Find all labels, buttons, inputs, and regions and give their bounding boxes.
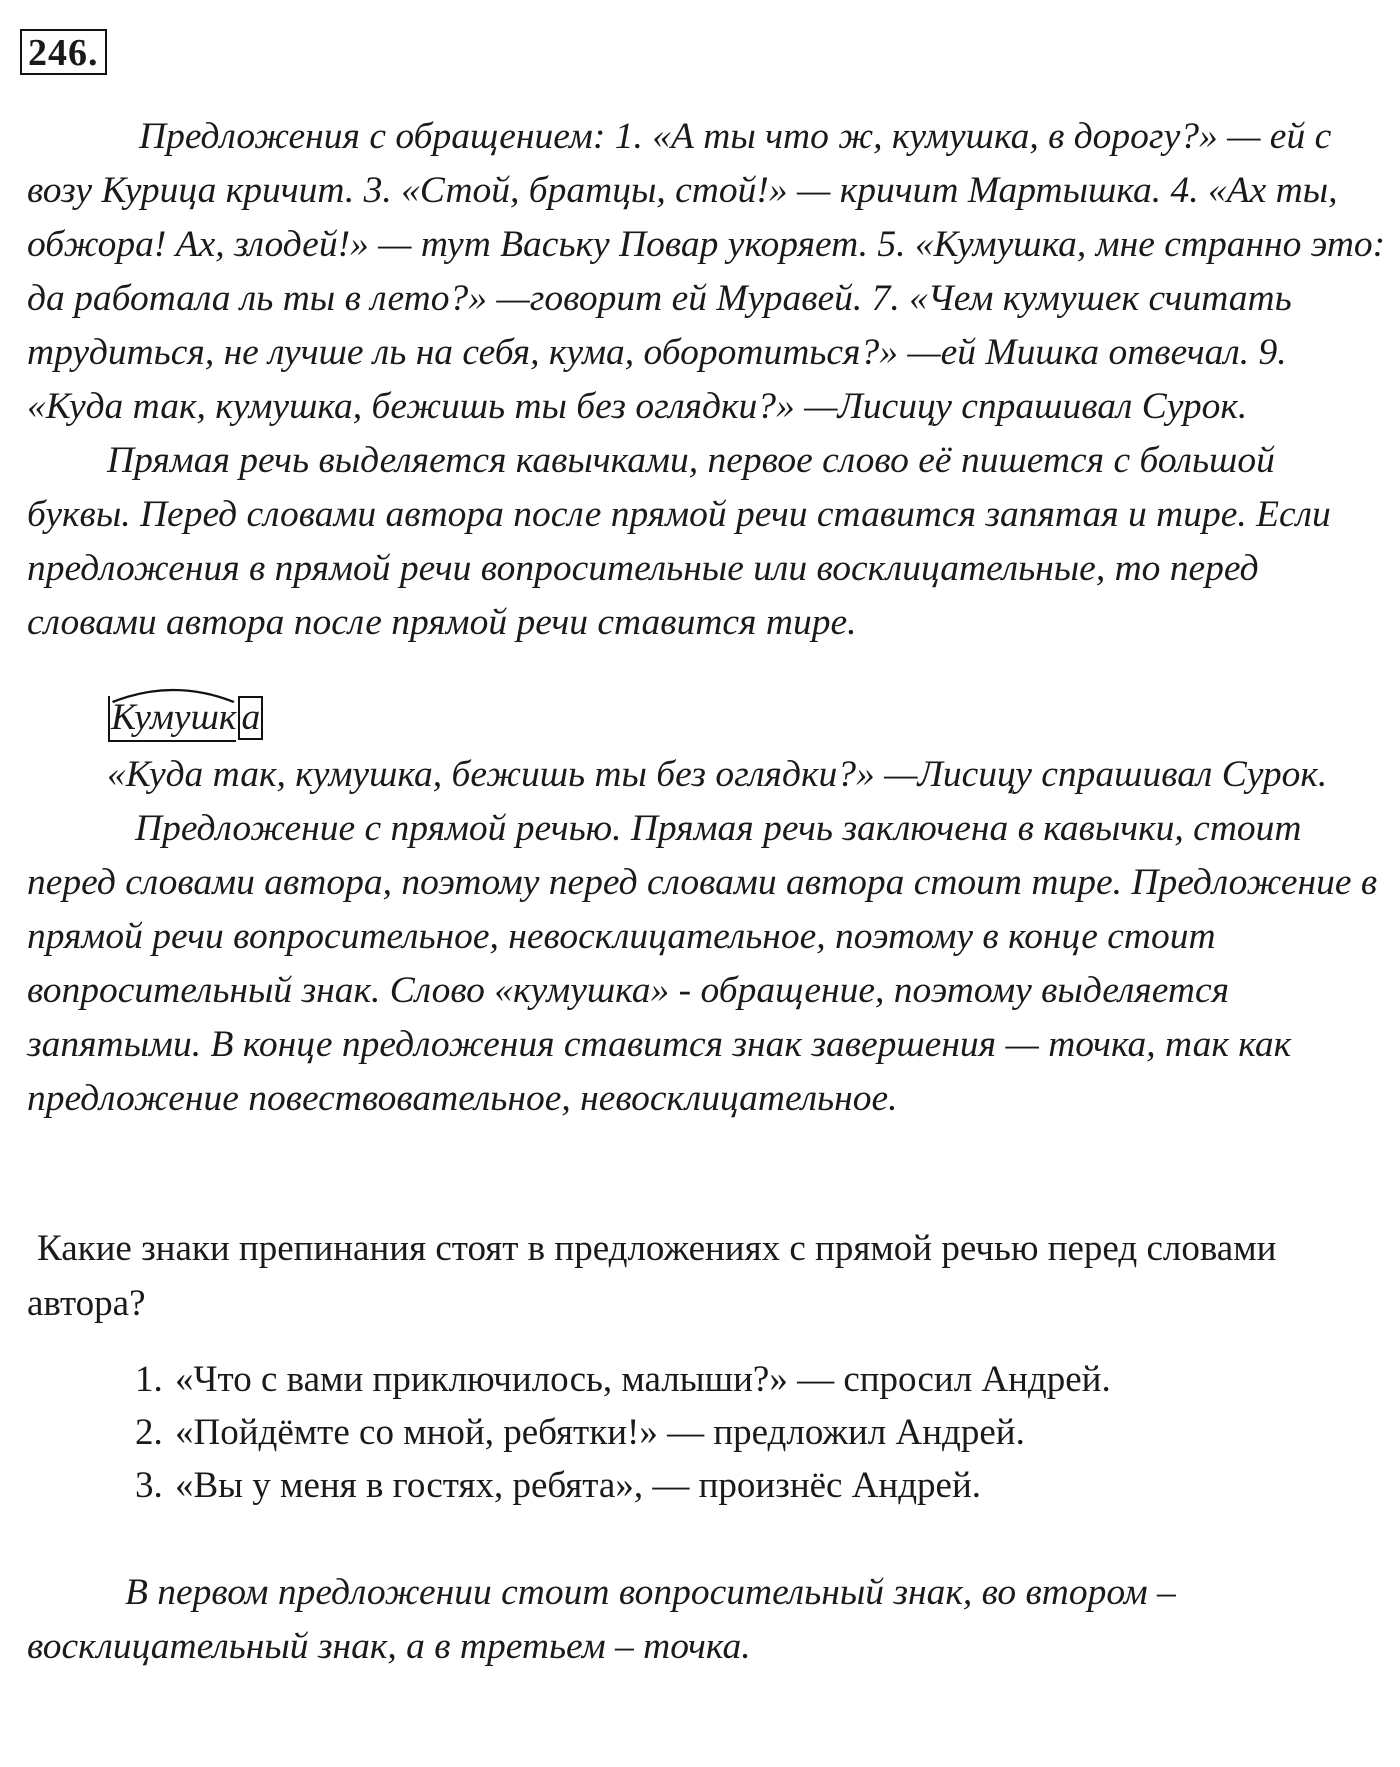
list-item [135, 1353, 1111, 1406]
word-stem [108, 696, 236, 742]
question-text: Какие знаки препинания стоят в предложениях с прямой речью перед словами автора? [27, 1228, 1277, 1324]
list-item-number: 1. [135, 1359, 163, 1400]
examples-list [135, 1353, 1111, 1512]
list-item [135, 1406, 1111, 1459]
answer-block-one [27, 110, 1387, 650]
list-item-text: «Что с вами приключилось, малыши?» — спросил Андрей. [175, 1359, 1111, 1400]
exercise-number: 246. [20, 29, 107, 75]
paragraph-quoted-sentence: «Куда так, кумушка, бежишь ты без оглядки?» —Лисицу спрашивал Сурок. [107, 754, 1328, 795]
word-stem-text: Кумушк [111, 697, 237, 738]
list-item-number: 3. [135, 1465, 163, 1506]
paragraph-address-sentences: Предложения с обращением: 1. «А ты что ж, кумушка, в дорогу?» — ей с возу Курица кричит. 3. «Стой, братцы, стой!» — кричит Мартышка. 4. «Ах ты, обжора! Ах, злодей!» — тут Ваську Повар укоряет. 5. «Кумушка, мне странно это: да работала ль ты в лето?» —говорит ей Муравей. 7. «Чем кумушек считать трудиться, не лучше ль на себя, кума, оборотиться?» —ей Мишка отвечал. 9. «Куда так, кумушка, бежишь ты без оглядки?» —Лисицу спрашивал Сурок. [27, 116, 1386, 427]
word-ending: а [238, 696, 263, 740]
answer-block-two [27, 748, 1387, 1126]
list-item-text: «Пойдёмте со мной, ребятки!» — предложил Андрей. [175, 1412, 1025, 1453]
list-item [135, 1459, 1111, 1512]
paragraph-sentence-analysis: Предложение с прямой речью. Прямая речь заключена в кавычки, стоит перед словами автора, поэтому перед словами автора стоит тире. Предложение в прямой речи вопросительное, невосклицательное, поэтому в конце стоит вопросительный знак. Слово «кумушка» - обращение, поэтому выделяется запятыми. В конце предложения ставится знак завершения — точка, так как предложение повествовательное, невосклицательное. [27, 808, 1378, 1119]
root-arc-mark [110, 684, 236, 704]
list-item-text: «Вы у меня в гостях, ребята», — произнёс Андрей. [175, 1465, 982, 1506]
paragraph-direct-speech-rule: Прямая речь выделяется кавычками, первое слово её пишется с большой буквы. Перед словами автора после прямой речи ставится запятая и тире. Если предложения в прямой речи вопросительные или восклицательные, то перед словами автора после прямой речи ставится тире. [27, 440, 1331, 643]
conclusion-text: В первом предложении стоит вопросительный знак, во втором – восклицательный знак, а в третьем – точка. [27, 1572, 1176, 1667]
list-item-number: 2. [135, 1412, 163, 1453]
word-morpheme-parse [108, 690, 263, 744]
